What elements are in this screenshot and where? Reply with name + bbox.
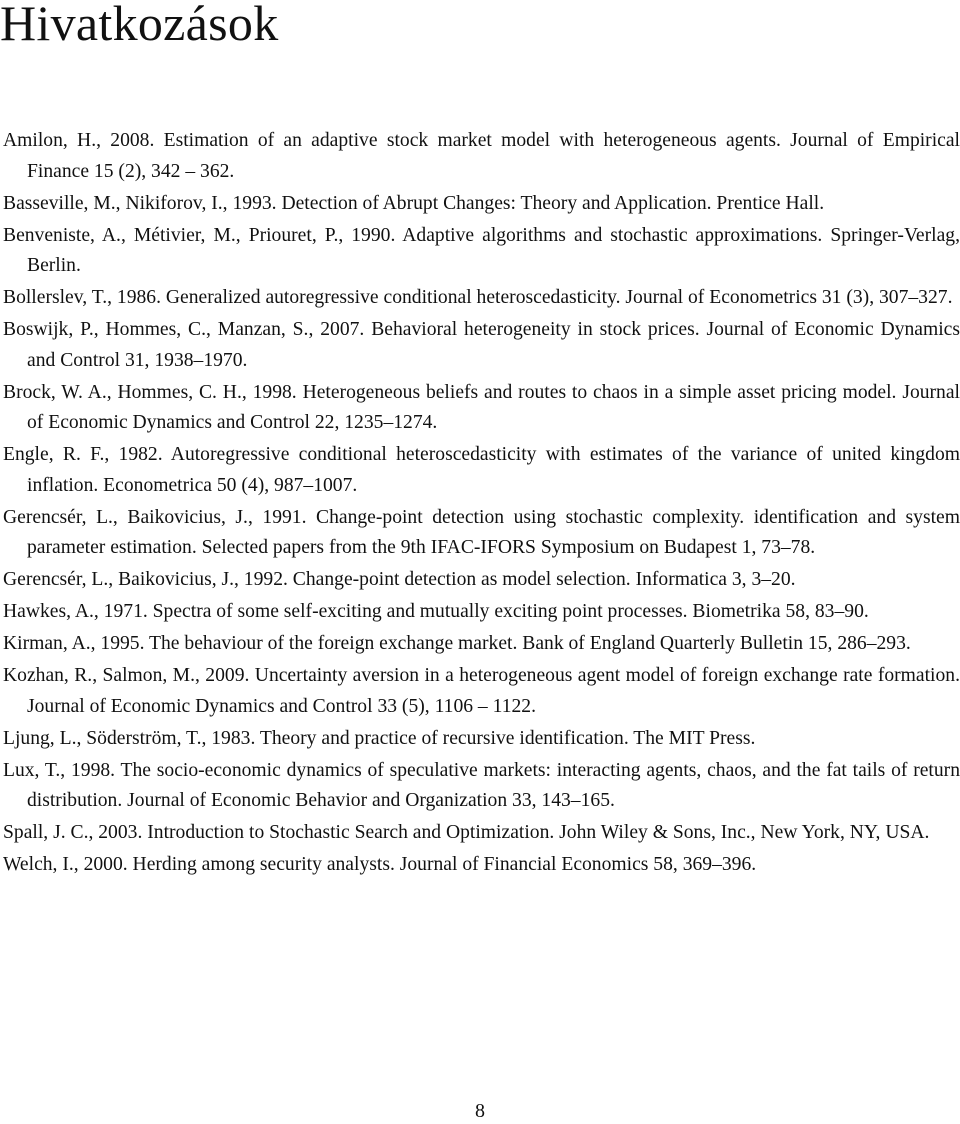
reference-item: Kirman, A., 1995. The behaviour of the foreign exchange market. Bank of England Quarterly Bulletin 15, 286–293. <box>3 633 911 654</box>
page-number: 8 <box>475 1100 485 1122</box>
reference-item: Boswijk, P., Hommes, C., Manzan, S., 2007. Behavioral heterogeneity in stock prices. Journal of Economic Dynamics and Control 31, 1938–1970. <box>3 319 960 371</box>
reference-item: Amilon, H., 2008. Estimation of an adaptive stock market model with heterogeneous agents. Journal of Empirical Finance 15 (2), 342 – 362. <box>3 130 960 182</box>
reference-item: Ljung, L., Söderström, T., 1983. Theory and practice of recursive identification. The MIT Press. <box>3 727 756 749</box>
reference-item: Welch, I., 2000. Herding among security analysts. Journal of Financial Economics 58, 369–396. <box>3 854 757 875</box>
reference-item: Basseville, M., Nikiforov, I., 1993. Detection of Abrupt Changes: Theory and Application. Prentice Hall. <box>3 192 825 214</box>
reference-item: Gerencsér, L., Baikovicius, J., 1992. Change-point detection as model selection. Informatica 3, 3–20. <box>3 569 796 590</box>
reference-item: Spall, J. C., 2003. Introduction to Stochastic Search and Optimization. John Wiley & Sons, Inc., New York, NY, USA. <box>3 822 930 843</box>
reference-item: Brock, W. A., Hommes, C. H., 1998. Heterogeneous beliefs and routes to chaos in a simple asset pricing model. Journal of Economic Dynamics and Control 22, 1235–1274. <box>3 381 960 433</box>
reference-item: Gerencsér, L., Baikovicius, J., 1991. Change-point detection using stochastic complexity. identification and system parameter estimation. Selected papers from the 9th IFAC-IFORS Symposium on Budapest 1, 73–78. <box>3 506 960 558</box>
reference-item: Benveniste, A., Métivier, M., Priouret, P., 1990. Adaptive algorithms and stochastic approximations. Springer-Verlag, Berlin. <box>3 224 960 276</box>
reference-item: Bollerslev, T., 1986. Generalized autoregressive conditional heteroscedasticity. Journal of Econometrics 31 (3), 307–327. <box>3 287 953 308</box>
reference-list <box>3 126 960 882</box>
reference-item: Hawkes, A., 1971. Spectra of some self-exciting and mutually exciting point processes. Biometrika 58, 83–90. <box>3 601 869 622</box>
page-title: Hivatkozások <box>0 0 279 51</box>
reference-item: Lux, T., 1998. The socio-economic dynamics of speculative markets: interacting agents, chaos, and the fat tails of return distribution. Journal of Economic Behavior and Organization 33, 143–165. <box>3 759 960 811</box>
reference-item: Kozhan, R., Salmon, M., 2009. Uncertainty aversion in a heterogeneous agent model of foreign exchange rate formation. Journal of Economic Dynamics and Control 33 (5), 1106 – 1122. <box>3 665 960 717</box>
reference-item: Engle, R. F., 1982. Autoregressive conditional heteroscedasticity with estimates of the variance of united kingdom inflation. Econometrica 50 (4), 987–1007. <box>3 444 960 496</box>
